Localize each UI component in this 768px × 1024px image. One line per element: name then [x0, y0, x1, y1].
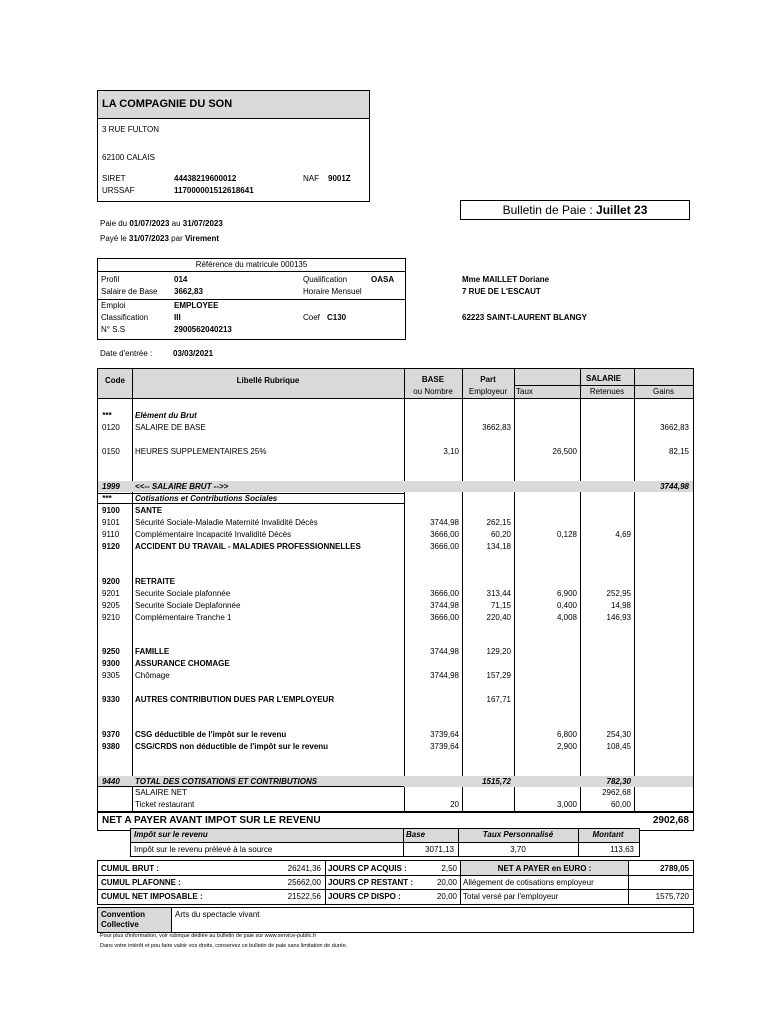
salaire-base-value: 3662,83 [174, 287, 203, 296]
table-cell-part: 262,15 [486, 518, 511, 527]
coef-label: Coef [303, 313, 320, 322]
impot-montant: 113,63 [610, 845, 634, 854]
period-from: 01/07/2023 [129, 219, 170, 228]
impot-header-label: Impôt sur le revenu [134, 830, 208, 839]
convention-block [97, 907, 694, 933]
cumul-block [97, 860, 694, 905]
table-cell-code: 9110 [102, 530, 120, 539]
table-cell-ret: 4,69 [615, 530, 631, 539]
table-cell-base: 3,10 [443, 447, 459, 456]
table-cell-code: 9120 [102, 542, 120, 551]
allegement-label: Allégement de cotisations employeur [463, 878, 594, 887]
qualification-value: OASA [371, 275, 395, 284]
entry-date-value: 03/03/2021 [173, 349, 214, 358]
table-cell-code: 9205 [102, 601, 120, 610]
cumul-imposable-value: 21522,56 [287, 892, 321, 901]
impot-header-base: Base [406, 830, 426, 839]
emploi-label: Emploi [101, 301, 126, 310]
table-cell-part: 313,44 [486, 589, 511, 598]
header-salarie: SALARIE [585, 374, 622, 383]
header-base-sub: ou Nombre [413, 387, 453, 396]
table-cell-taux: 0,128 [556, 530, 577, 539]
ss-label: N° S.S [101, 325, 126, 334]
pay-period [100, 219, 223, 228]
siret-value: 44438219600012 [174, 174, 237, 183]
table-cell-code: 1999 [102, 482, 120, 491]
table-cell-part: 1515,72 [482, 777, 511, 786]
cumul-plafonne-value: 25662,00 [287, 878, 321, 887]
table-cell-gains: 82,15 [668, 447, 689, 456]
table-cell-lib: HEURES SUPPLEMENTAIRES 25% [135, 447, 267, 456]
table-cell-ret: 254,30 [606, 730, 631, 739]
total-verse-value: 1575,720 [655, 892, 689, 901]
table-cell-code: *** [102, 494, 112, 503]
impot-header-montant: Montant [592, 830, 624, 839]
table-cell-lib: AUTRES CONTRIBUTION DUES PAR L'EMPLOYEUR [135, 695, 335, 704]
header-part: Part [480, 375, 496, 384]
table-cell-lib: Ticket restaurant [135, 800, 195, 809]
cp-restant-value: 20,00 [436, 878, 457, 887]
table-cell-code: 9370 [102, 730, 120, 739]
table-cell-code: 9250 [102, 647, 120, 656]
header-part-sub: Employeur [468, 387, 508, 396]
footer-info: Pour plus d'information, voir rubrique dédiée au bulletin de paie sur www.service-public.fr [100, 933, 317, 939]
table-cell-base: 3666,00 [430, 530, 459, 539]
table-cell-code: 9305 [102, 671, 120, 680]
table-cell-lib: TOTAL DES COTISATIONS ET CONTRIBUTIONS [135, 777, 318, 786]
paid-date: 31/07/2023 [128, 234, 169, 243]
coef-value: C130 [327, 313, 347, 322]
cp-dispo-label: JOURS CP DISPO : [328, 892, 401, 901]
employee-reference-box [97, 258, 406, 340]
footer-keep: Dans votre intérêt et pou faire valoir vos droits, conservez ce bulletin de paie sans limitation de durée. [100, 943, 348, 949]
table-cell-code: 9440 [102, 777, 120, 786]
table-cell-taux: 6,800 [556, 730, 577, 739]
cp-restant-label: JOURS CP RESTANT : [328, 878, 414, 887]
urssaf-label: URSSAF [102, 186, 135, 195]
profil-label: Profil [101, 275, 120, 284]
table-cell-lib: RETRAITE [135, 577, 175, 586]
table-cell-part: 3662,83 [482, 423, 511, 432]
table-cell-lib: Chômage [135, 671, 170, 680]
table-cell-lib: Securite Sociale plafonnée [135, 589, 231, 598]
header-taux: Taux [516, 387, 533, 396]
table-cell-code: 0120 [102, 423, 120, 432]
table-cell-base: 3666,00 [430, 589, 459, 598]
table-cell-gains: 3744,98 [660, 482, 689, 491]
net-avant-impot-value: 2902,68 [652, 815, 689, 826]
naf-label: NAF [303, 174, 319, 183]
table-cell-taux: 6,900 [556, 589, 577, 598]
bulletin-title [460, 200, 690, 220]
table-cell-lib: CSG déductible de l'impôt sur le revenu [135, 730, 287, 739]
table-cell-taux: 0,400 [556, 601, 577, 610]
table-cell-base: 20 [450, 800, 459, 809]
paid-par: par [168, 234, 185, 243]
classification-value: III [174, 313, 181, 322]
company-address-line1: 3 RUE FULTON [102, 125, 160, 134]
header-code: Code [105, 376, 125, 385]
salaire-base-label: Salaire de Base [101, 287, 158, 296]
table-cell-lib: Securite Sociale Deplafonnée [135, 601, 241, 610]
cumul-brut-label: CUMUL BRUT : [101, 864, 160, 873]
paid-prefix: Payé le [100, 234, 129, 243]
table-cell-ret: 252,95 [606, 589, 631, 598]
cumul-plafonne-label: CUMUL PLAFONNE : [101, 878, 181, 887]
convention-value: Arts du spectacle vivant [175, 910, 260, 919]
impot-base: 3071,13 [425, 845, 454, 854]
table-cell-base: 3666,00 [430, 542, 459, 551]
table-cell-lib: CSG/CRDS non déductible de l'impôt sur le revenu [135, 742, 329, 751]
table-cell-lib: ACCIDENT DU TRAVAIL - MALADIES PROFESSIONNELLES [135, 542, 361, 551]
cp-dispo-value: 20,00 [436, 892, 457, 901]
net-avant-impot-label: NET A PAYER AVANT IMPOT SUR LE REVENU [102, 815, 321, 826]
table-cell-lib: SALAIRE DE BASE [135, 423, 206, 432]
table-cell-ret: 782,30 [606, 777, 631, 786]
paid-method: Virement [184, 234, 220, 243]
table-cell-ret: 60,00 [610, 800, 631, 809]
table-cell-lib: ASSURANCE CHOMAGE [135, 659, 230, 668]
classification-label: Classification [101, 313, 149, 322]
company-address-line2: 62100 CALAIS [102, 153, 155, 162]
period-prefix: Paie du [100, 219, 130, 228]
table-cell-base: 3739,64 [430, 730, 459, 739]
employee-street: 7 RUE DE L'ESCAUT [462, 287, 541, 296]
qualification-label: Qualification [303, 275, 348, 284]
impot-label: Impôt sur le revenu prélevé à la source [134, 845, 273, 854]
table-cell-gains: 3662,83 [660, 423, 689, 432]
header-base: BASE [421, 375, 445, 384]
urssaf-value: 117000001512618641 [174, 186, 254, 195]
header-gains: Gains [653, 387, 674, 396]
table-cell-taux: 26,500 [552, 447, 577, 456]
table-cell-lib: Cotisations et Contributions Sociales [135, 494, 278, 503]
impot-block [130, 828, 692, 857]
net-euro-label: NET A PAYER en EURO : [497, 864, 592, 873]
table-cell-base: 3744,98 [430, 518, 459, 527]
company-name: LA COMPAGNIE DU SON [98, 91, 369, 119]
bulletin-month: Juillet 23 [596, 203, 648, 217]
table-cell-taux: 2,900 [556, 742, 577, 751]
table-cell-lib: Elément du Brut [135, 411, 197, 420]
bulletin-label: Bulletin de Paie : [502, 203, 593, 217]
table-cell-code: 9300 [102, 659, 120, 668]
table-cell-part: 134,18 [486, 542, 511, 551]
table-cell-part: 167,71 [486, 695, 511, 704]
period-to: 31/07/2023 [182, 219, 223, 228]
reference-title: Référence du matricule 000135 [98, 259, 405, 272]
table-cell-part: 71,15 [490, 601, 511, 610]
table-cell-base: 3744,98 [430, 601, 459, 610]
table-cell-code: 9100 [102, 506, 120, 515]
table-cell-part: 220,40 [486, 613, 511, 622]
employee-name: Mme MAILLET Doriane [462, 275, 550, 284]
table-cell-code: 9380 [102, 742, 120, 751]
convention-label: Convention Collective [101, 910, 145, 929]
table-cell-ret: 2962,68 [602, 788, 631, 797]
header-libelle: Libellé Rubrique [236, 376, 300, 385]
cp-acquis-value: 2,50 [441, 864, 457, 873]
pay-date [100, 234, 219, 243]
table-cell-base: 3666,00 [430, 613, 459, 622]
naf-value: 9001Z [328, 174, 351, 183]
table-cell-lib: SANTE [135, 506, 163, 515]
table-cell-base: 3744,98 [430, 671, 459, 680]
cumul-brut-value: 26241,36 [287, 864, 321, 873]
table-cell-code: 0150 [102, 447, 120, 456]
table-cell-lib: Complémentaire Incapacité Invalidité Décès [135, 530, 292, 539]
table-cell-code: 9200 [102, 577, 120, 586]
table-cell-code: 9201 [102, 589, 120, 598]
table-cell-lib: SALAIRE NET [135, 788, 188, 797]
table-cell-lib: FAMILLE [135, 647, 170, 656]
table-cell-lib: Sécurité Sociale-Maladie Maternité Invalidité Décès [135, 518, 318, 527]
table-cell-ret: 146,93 [606, 613, 631, 622]
table-cell-part: 129,20 [486, 647, 511, 656]
siret-label: SIRET [102, 174, 126, 183]
table-cell-code: 9330 [102, 695, 120, 704]
header-retenues: Retenues [589, 387, 625, 396]
table-cell-part: 60,20 [490, 530, 511, 539]
table-cell-taux: 3,000 [556, 800, 577, 809]
table-cell-lib: Complémentaire Tranche 1 [135, 613, 232, 622]
table-cell-base: 3744,98 [430, 647, 459, 656]
table-cell-lib: <<-- SALAIRE BRUT -->> [135, 482, 229, 491]
table-cell-code: *** [102, 411, 112, 420]
table-cell-code: 9210 [102, 613, 120, 622]
table-cell-part: 157,29 [486, 671, 511, 680]
ss-value: 2900562040213 [174, 325, 232, 334]
employer-block [97, 90, 370, 202]
payslip-table [97, 368, 694, 812]
table-cell-base: 3739,64 [430, 742, 459, 751]
cp-acquis-label: JOURS CP ACQUIS : [328, 864, 407, 873]
table-cell-taux: 4,008 [556, 613, 577, 622]
net-euro-value: 2789,05 [660, 864, 689, 873]
profil-value: 014 [174, 275, 188, 284]
employee-city: 62223 SAINT-LAURENT BLANGY [462, 313, 587, 322]
emploi-value: EMPLOYEE [174, 301, 219, 310]
entry-date-label: Date d'entrée : [100, 349, 153, 358]
impot-taux: 3,70 [510, 845, 526, 854]
table-cell-ret: 108,45 [606, 742, 631, 751]
period-au: au [169, 219, 183, 228]
table-cell-code: 9101 [102, 518, 120, 527]
total-verse-label: Total versé par l'employeur [463, 892, 559, 901]
table-cell-ret: 14,98 [610, 601, 631, 610]
cumul-imposable-label: CUMUL NET IMPOSABLE : [101, 892, 203, 901]
horaire-label: Horaire Mensuel [303, 287, 362, 296]
impot-header-taux: Taux Personnalisé [482, 830, 554, 839]
